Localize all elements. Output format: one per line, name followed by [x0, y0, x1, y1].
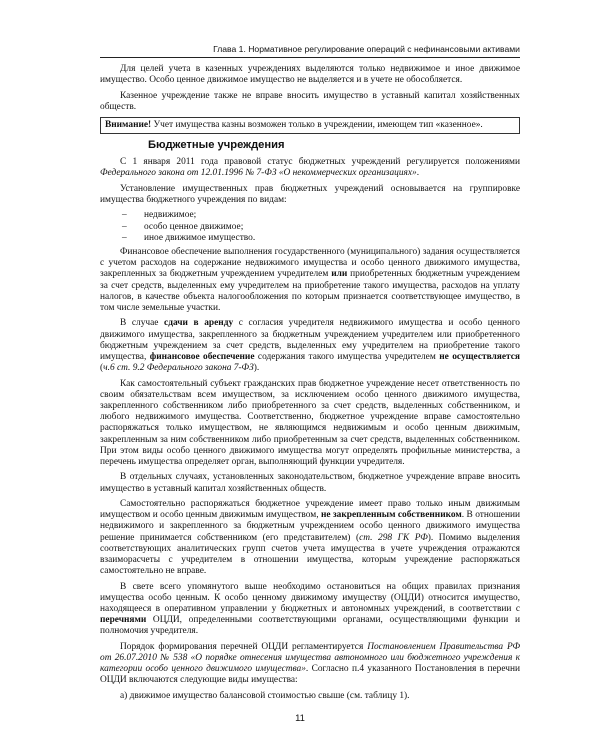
paragraph-11: Порядок формирования перечней ОЦДИ регламентируется Постановлением Правительства РФ от 26.07.2010 № 538 «О порядке отнесения имущества автономного или бюджетного учреждения к категории особо ценного движимого имущества». Согласно п.4 указанного Постановления в перечни ОЦДИ включаются следующие виды имущества: — [100, 641, 520, 686]
section-title: Бюджетные учреждения — [148, 139, 285, 152]
list-item: – недвижимое; — [122, 210, 197, 221]
running-header: Глава 1. Нормативное регулирование операций с нефинансовыми активами — [100, 44, 520, 58]
notice-box — [100, 117, 520, 134]
list-item: – особо ценное движимое; — [122, 221, 244, 232]
paragraph-6: В случае сдачи в аренду с согласия учредителя недвижимого имущества и особо ценного движимого имущества, закрепленного за бюджетным учреждением учредителем или приобретенного бюджетным учреждением за счет средств, выделенных ему учредителем на приобретение такого имущества, финансовое обеспечение содержания такого имущества учредителем не осуществляется (ч.6 ст. 9.2 Федерального закона 7-ФЗ). — [100, 318, 520, 374]
subitem-a: а) движимое имущество балансовой стоимостью свыше (см. таблицу 1). — [120, 690, 410, 701]
list-item: – иное движимое имущество. — [122, 232, 256, 243]
notice-label: Внимание! — [105, 120, 152, 131]
paragraph-5: Финансовое обеспечение выполнения государственного (муниципального) задания осуществляется с учетом расходов на содержание недвижимого имущества и особо ценного движимого имущества, закрепленных за бюджетным учреждением учредителем или приобретенных бюджетным учреждением за счет средств, выделенных ему учредителем на приобретение такого имущества, расходов на уплату налогов, в качестве объекта налогообложения по которым признается соответствующее имущество, в том числе земельные участки. — [100, 246, 520, 313]
property-types-list — [100, 210, 520, 244]
page-number: 11 — [295, 713, 305, 724]
paragraph-8: В отдельных случаях, установленных законодательством, бюджетное учреждение вправе вносить имущество в уставный капитал хозяйственных обществ. — [100, 472, 520, 494]
paragraph-9: Самостоятельно распоряжаться бюджетное учреждение имеет право только иным движимым имуществом и особо ценным движимым имуществом, не закрепленным собственником. В отношении недвижимого и закрепленного за бюджетным учреждением особо ценного движимого имущества решение принимается собственником (его представителем) (ст. 298 ГК РФ). Помимо выделения соответствующих аналитических групп счетов учета имущества в учете учреждения отражаются взаиморасчеты с учредителем в отношении имущества, которым учреждение распоряжаться самостоятельно не вправе. — [100, 499, 520, 577]
paragraph-4: Установление имущественных прав бюджетных учреждений основывается на группировке имущества бюджетного учреждения по видам: — [100, 183, 520, 205]
paragraph-2: Казенное учреждение также не вправе вносить имущество в уставный капитал хозяйственных обществ. — [100, 90, 520, 112]
notice-text: Учет имущества казны возможен только в учреждении, имеющем тип «казенное». — [151, 120, 483, 131]
paragraph-3: С 1 января 2011 года правовой статус бюджетных учреждений регулируется положениями Федерального закона от 12.01.1996 № 7-ФЗ «О некоммерческих организациях». — [100, 157, 520, 179]
body-text — [100, 64, 520, 702]
paragraph-7: Как самостоятельный субъект гражданских прав бюджетное учреждение несет ответственность по своим обязательствам всем имуществом, за исключением особо ценного движимого имущества, закрепленного собственником либо приобретенного за счет средств, выделенных собственником, и любого недвижимого имущества. Соответственно, бюджетное учреждение вправе самостоятельно распоряжаться только имуществом, не являющимся недвижимым и особо ценным движимым, закрепленным за ним собственником либо приобретенным за счет средств, выделенных собственником. При этом виды особо ценного движимого имущества могут определять профильные министерства, а перечень имущества определяет орган, выполняющий функции учредителя. — [100, 378, 520, 468]
paragraph-1: Для целей учета в казенных учреждениях выделяются только недвижимое и иное движимое имущество. Особо ценное движимое имущество не выделяется и в учете не обособляется. — [100, 64, 520, 86]
paragraph-10: В свете всего упомянутого выше необходимо остановиться на общих правилах признания имущества особо ценным. К особо ценному движимому имуществу (ОЦДИ) относится имущество, находящееся в оперативном управлении у бюджетных и автономных учреждений, в соответствии с перечнями ОЦДИ, определенными соответствующими органами, осуществляющими функции и полномочия учредителя. — [100, 581, 520, 637]
